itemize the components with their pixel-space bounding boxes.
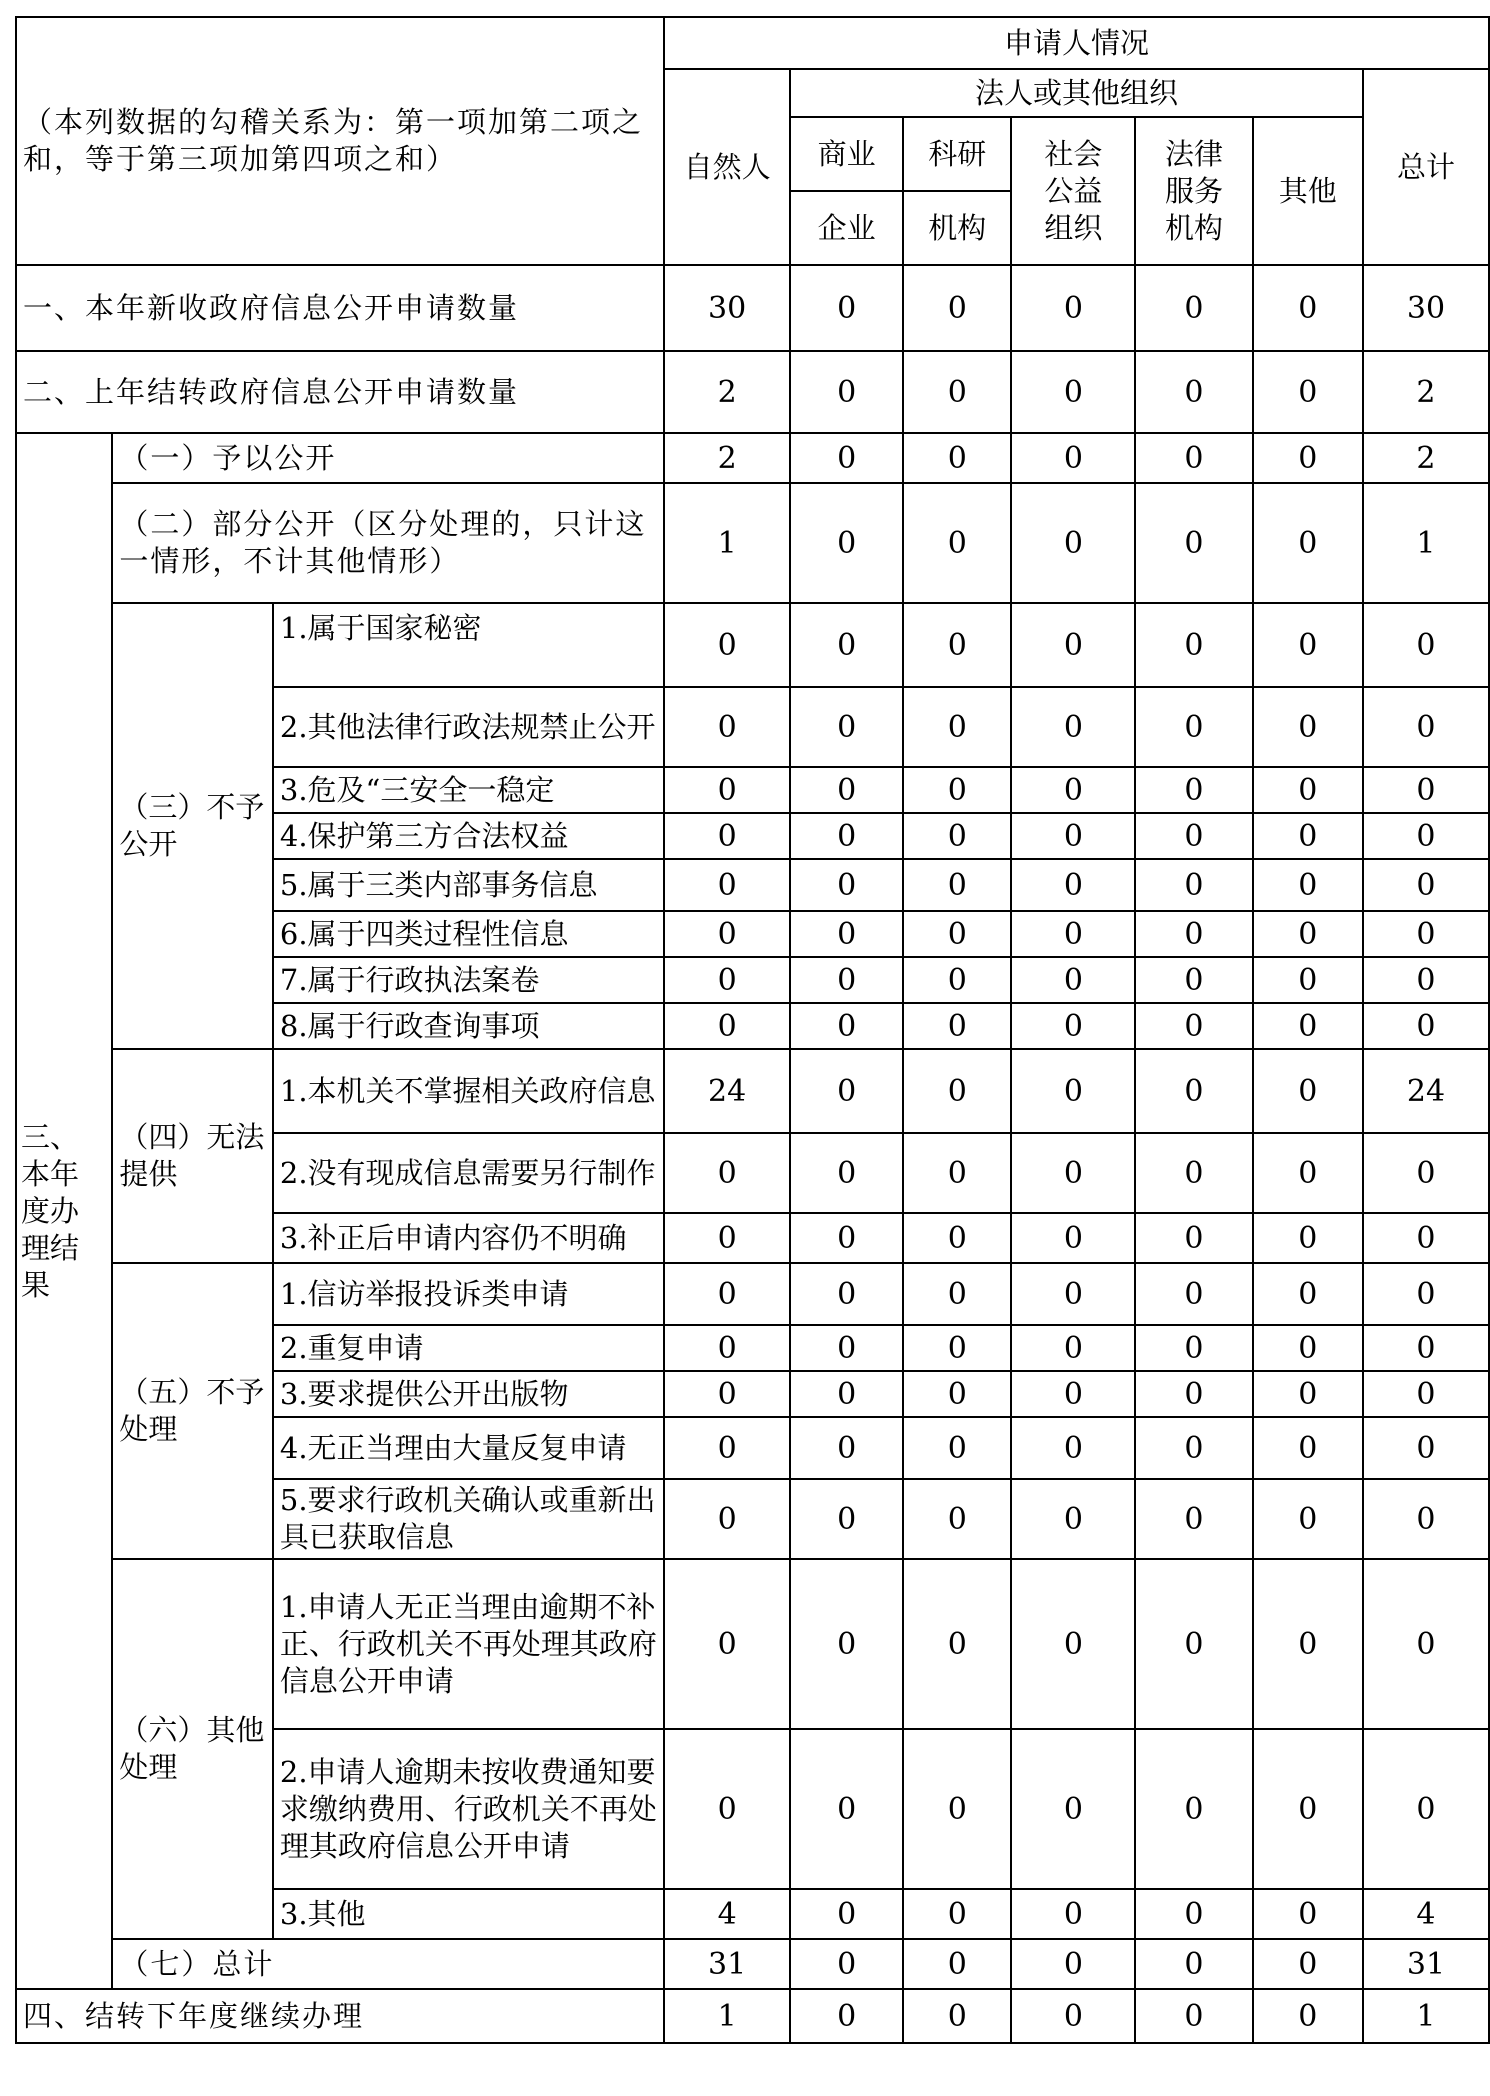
- value-cell: 0: [1135, 265, 1252, 351]
- value-cell: 0: [903, 1213, 1011, 1263]
- value-cell: 24: [1363, 1049, 1489, 1133]
- value-cell: 0: [664, 1003, 790, 1049]
- header-social-org: 社会公益组织: [1011, 117, 1135, 265]
- value-cell: 0: [903, 1263, 1011, 1325]
- value-cell: 0: [1011, 1133, 1135, 1213]
- value-cell: 0: [664, 813, 790, 859]
- value-cell: 31: [1363, 1939, 1489, 1989]
- value-cell: 0: [790, 1263, 903, 1325]
- row-label: 4.无正当理由大量反复申请: [273, 1417, 664, 1479]
- value-cell: 0: [1253, 1263, 1363, 1325]
- value-cell: 0: [790, 687, 903, 767]
- value-cell: 0: [1363, 1729, 1489, 1889]
- value-cell: 0: [903, 1325, 1011, 1371]
- value-cell: 0: [1135, 1479, 1252, 1559]
- group-label-g6: （六）其他处理: [112, 1559, 273, 1939]
- value-cell: 0: [1011, 1559, 1135, 1729]
- value-cell: 0: [1363, 1133, 1489, 1213]
- value-cell: 0: [1253, 767, 1363, 813]
- value-cell: 0: [1011, 1479, 1135, 1559]
- value-cell: 0: [1135, 1371, 1252, 1417]
- value-cell: 0: [790, 1729, 903, 1889]
- value-cell: 0: [1363, 1479, 1489, 1559]
- header-research: [903, 117, 1011, 265]
- value-cell: 0: [790, 265, 903, 351]
- value-cell: 0: [1135, 1049, 1252, 1133]
- value-cell: 0: [1135, 1729, 1252, 1889]
- value-cell: 0: [903, 1417, 1011, 1479]
- value-cell: 0: [664, 1559, 790, 1729]
- value-cell: 0: [1135, 1263, 1252, 1325]
- value-cell: 0: [1135, 1003, 1252, 1049]
- value-cell: 0: [1011, 1371, 1135, 1417]
- value-cell: 0: [903, 859, 1011, 911]
- value-cell: 0: [1363, 1263, 1489, 1325]
- value-cell: 0: [1135, 911, 1252, 957]
- value-cell: 0: [1135, 1325, 1252, 1371]
- value-cell: 0: [903, 483, 1011, 603]
- row-label: 5.属于三类内部事务信息: [273, 859, 664, 911]
- value-cell: 0: [903, 1559, 1011, 1729]
- table-row: [16, 603, 1489, 687]
- value-cell: 0: [903, 1133, 1011, 1213]
- section3-label: 三、本年度办理结果: [16, 433, 112, 1989]
- value-cell: 0: [1135, 1133, 1252, 1213]
- value-cell: 0: [664, 1133, 790, 1213]
- value-cell: 0: [903, 1371, 1011, 1417]
- value-cell: 0: [1253, 1479, 1363, 1559]
- value-cell: 0: [1135, 1889, 1252, 1939]
- value-cell: 0: [903, 1049, 1011, 1133]
- value-cell: 0: [664, 1479, 790, 1559]
- value-cell: 0: [1363, 1003, 1489, 1049]
- value-cell: 0: [903, 1479, 1011, 1559]
- group-label-g5: （五）不予处理: [112, 1263, 273, 1559]
- value-cell: 0: [1011, 1325, 1135, 1371]
- value-cell: 0: [903, 767, 1011, 813]
- row-label: 2.没有现成信息需要另行制作: [273, 1133, 664, 1213]
- value-cell: 0: [903, 1989, 1011, 2043]
- value-cell: 0: [1011, 1889, 1135, 1939]
- value-cell: 4: [1363, 1889, 1489, 1939]
- row-label: 2.重复申请: [273, 1325, 664, 1371]
- value-cell: 0: [1011, 687, 1135, 767]
- value-cell: 0: [1135, 1213, 1252, 1263]
- value-cell: 0: [790, 433, 903, 483]
- value-cell: 0: [790, 911, 903, 957]
- value-cell: 0: [664, 767, 790, 813]
- value-cell: 0: [1363, 767, 1489, 813]
- value-cell: 0: [1135, 433, 1252, 483]
- value-cell: 2: [1363, 433, 1489, 483]
- value-cell: 24: [664, 1049, 790, 1133]
- value-cell: 0: [790, 1889, 903, 1939]
- value-cell: 0: [790, 767, 903, 813]
- value-cell: 0: [664, 911, 790, 957]
- value-cell: 0: [1011, 1417, 1135, 1479]
- value-cell: 0: [1253, 1213, 1363, 1263]
- value-cell: 0: [1135, 1417, 1252, 1479]
- value-cell: 1: [1363, 483, 1489, 603]
- group-label-g4: （四）无法提供: [112, 1049, 273, 1263]
- table-row: [16, 1559, 1489, 1729]
- value-cell: 0: [1253, 1003, 1363, 1049]
- row-label: 一、本年新收政府信息公开申请数量: [16, 265, 664, 351]
- value-cell: 0: [1253, 351, 1363, 433]
- value-cell: 0: [1135, 483, 1252, 603]
- value-cell: 0: [1253, 957, 1363, 1003]
- value-cell: 0: [1011, 1939, 1135, 1989]
- value-cell: 0: [664, 687, 790, 767]
- row-label: 四、结转下年度继续办理: [16, 1989, 664, 2043]
- table-row: [16, 351, 1489, 433]
- value-cell: 0: [790, 603, 903, 687]
- value-cell: 0: [1363, 687, 1489, 767]
- header-research-top: 科研: [904, 118, 1010, 192]
- row-label: 3.要求提供公开出版物: [273, 1371, 664, 1417]
- value-cell: 2: [1363, 351, 1489, 433]
- value-cell: 0: [790, 1003, 903, 1049]
- value-cell: 0: [1253, 813, 1363, 859]
- value-cell: 0: [664, 859, 790, 911]
- value-cell: 0: [664, 603, 790, 687]
- table-row: [16, 265, 1489, 351]
- value-cell: 0: [1011, 859, 1135, 911]
- value-cell: 2: [664, 351, 790, 433]
- row-label: 1.信访举报投诉类申请: [273, 1263, 664, 1325]
- value-cell: 0: [790, 859, 903, 911]
- value-cell: 1: [1363, 1989, 1489, 2043]
- value-cell: 0: [903, 1003, 1011, 1049]
- value-cell: 0: [1011, 957, 1135, 1003]
- value-cell: 0: [1363, 859, 1489, 911]
- value-cell: 0: [1011, 483, 1135, 603]
- row-label: 6.属于四类过程性信息: [273, 911, 664, 957]
- value-cell: 0: [1253, 1371, 1363, 1417]
- header-note: （本列数据的勾稽关系为：第一项加第二项之和，等于第三项加第四项之和）: [16, 17, 664, 265]
- row-label: 8.属于行政查询事项: [273, 1003, 664, 1049]
- header-commercial: [790, 117, 903, 265]
- value-cell: 0: [1135, 603, 1252, 687]
- row-label: （一）予以公开: [112, 433, 664, 483]
- table-row: [16, 1263, 1489, 1325]
- value-cell: 0: [1011, 265, 1135, 351]
- row-label: 二、上年结转政府信息公开申请数量: [16, 351, 664, 433]
- value-cell: 0: [1135, 1989, 1252, 2043]
- value-cell: 0: [664, 1729, 790, 1889]
- row-label: 5.要求行政机关确认或重新出具已获取信息: [273, 1479, 664, 1559]
- value-cell: 0: [664, 957, 790, 1003]
- value-cell: 0: [1011, 1263, 1135, 1325]
- value-cell: 0: [664, 1325, 790, 1371]
- value-cell: 0: [1363, 813, 1489, 859]
- value-cell: 0: [1253, 1417, 1363, 1479]
- value-cell: 0: [903, 265, 1011, 351]
- value-cell: 0: [903, 813, 1011, 859]
- value-cell: 0: [1135, 1559, 1252, 1729]
- value-cell: 0: [903, 687, 1011, 767]
- value-cell: 4: [664, 1889, 790, 1939]
- value-cell: 0: [1363, 1371, 1489, 1417]
- table-row: [16, 433, 1489, 483]
- value-cell: 0: [1011, 433, 1135, 483]
- value-cell: 0: [903, 1729, 1011, 1889]
- value-cell: 0: [1253, 603, 1363, 687]
- value-cell: 0: [1253, 433, 1363, 483]
- value-cell: 0: [1253, 265, 1363, 351]
- value-cell: 0: [1135, 767, 1252, 813]
- value-cell: 0: [903, 911, 1011, 957]
- row-label: 4.保护第三方合法权益: [273, 813, 664, 859]
- value-cell: 0: [1253, 1889, 1363, 1939]
- value-cell: 0: [790, 1417, 903, 1479]
- value-cell: 0: [1011, 1213, 1135, 1263]
- row-label: 1.属于国家秘密: [273, 603, 664, 687]
- value-cell: 0: [790, 1479, 903, 1559]
- value-cell: 0: [1135, 1939, 1252, 1989]
- value-cell: 2: [664, 433, 790, 483]
- row-label: 1.本机关不掌握相关政府信息: [273, 1049, 664, 1133]
- header-other: 其他: [1253, 117, 1363, 265]
- value-cell: 0: [1011, 813, 1135, 859]
- value-cell: 0: [1011, 767, 1135, 813]
- header-total: 总计: [1363, 69, 1489, 265]
- disclosure-table: [15, 16, 1490, 2044]
- value-cell: 0: [903, 957, 1011, 1003]
- value-cell: 0: [1011, 911, 1135, 957]
- value-cell: 0: [1363, 957, 1489, 1003]
- header-law-org: 法律服务机构: [1135, 117, 1252, 265]
- value-cell: 0: [1011, 1729, 1135, 1889]
- value-cell: 0: [1363, 1559, 1489, 1729]
- value-cell: 0: [1011, 1989, 1135, 2043]
- table-row: [16, 1989, 1489, 2043]
- value-cell: 0: [903, 433, 1011, 483]
- value-cell: 0: [790, 1133, 903, 1213]
- value-cell: 0: [1253, 687, 1363, 767]
- value-cell: 0: [1253, 1989, 1363, 2043]
- value-cell: 0: [790, 1325, 903, 1371]
- value-cell: 0: [664, 1263, 790, 1325]
- header-commercial-bottom: 企业: [817, 211, 876, 245]
- value-cell: 0: [1135, 859, 1252, 911]
- row-label: 1.申请人无正当理由逾期不补正、行政机关不再处理其政府信息公开申请: [273, 1559, 664, 1729]
- row-label: 3.危及“三安全一稳定: [273, 767, 664, 813]
- value-cell: 0: [1011, 603, 1135, 687]
- value-cell: 0: [790, 957, 903, 1003]
- value-cell: 0: [1253, 1559, 1363, 1729]
- value-cell: 0: [1363, 1417, 1489, 1479]
- value-cell: 0: [1253, 1049, 1363, 1133]
- header-legal-entity: 法人或其他组织: [790, 69, 1363, 117]
- value-cell: 0: [1135, 813, 1252, 859]
- value-cell: 0: [1253, 483, 1363, 603]
- value-cell: 0: [1253, 911, 1363, 957]
- table-row: [16, 1049, 1489, 1133]
- value-cell: 0: [1363, 1213, 1489, 1263]
- value-cell: 31: [664, 1939, 790, 1989]
- value-cell: 0: [1253, 1939, 1363, 1989]
- header-research-bottom: 机构: [928, 211, 987, 245]
- header-natural-person: 自然人: [664, 69, 790, 265]
- row-label: 2.其他法律行政法规禁止公开: [273, 687, 664, 767]
- value-cell: 0: [1253, 1325, 1363, 1371]
- row-label: 3.其他: [273, 1889, 664, 1939]
- value-cell: 0: [903, 351, 1011, 433]
- row-label: （七）总计: [112, 1939, 664, 1989]
- value-cell: 0: [903, 1939, 1011, 1989]
- value-cell: 0: [1253, 1729, 1363, 1889]
- value-cell: 0: [664, 1213, 790, 1263]
- header-applicant: 申请人情况: [664, 17, 1489, 69]
- value-cell: 0: [1253, 1133, 1363, 1213]
- value-cell: 1: [664, 483, 790, 603]
- value-cell: 0: [1011, 1049, 1135, 1133]
- value-cell: 0: [790, 483, 903, 603]
- table-row: [16, 483, 1489, 603]
- value-cell: 0: [790, 1371, 903, 1417]
- value-cell: 0: [903, 603, 1011, 687]
- value-cell: 30: [664, 265, 790, 351]
- value-cell: 0: [1011, 1003, 1135, 1049]
- value-cell: 0: [790, 1939, 903, 1989]
- group-label-g3: （三）不予公开: [112, 603, 273, 1049]
- value-cell: 0: [1135, 957, 1252, 1003]
- value-cell: 0: [790, 1559, 903, 1729]
- table-row: [16, 1939, 1489, 1989]
- value-cell: 0: [1135, 351, 1252, 433]
- value-cell: 0: [1253, 859, 1363, 911]
- value-cell: 0: [1011, 351, 1135, 433]
- row-label: 2.申请人逾期未按收费通知要求缴纳费用、行政机关不再处理其政府信息公开申请: [273, 1729, 664, 1889]
- value-cell: 0: [1363, 911, 1489, 957]
- value-cell: 0: [790, 351, 903, 433]
- row-label: 3.补正后申请内容仍不明确: [273, 1213, 664, 1263]
- value-cell: 0: [790, 813, 903, 859]
- value-cell: 0: [790, 1989, 903, 2043]
- value-cell: 0: [1135, 687, 1252, 767]
- value-cell: 0: [1363, 603, 1489, 687]
- value-cell: 0: [664, 1417, 790, 1479]
- header-commercial-top: 商业: [791, 118, 902, 192]
- value-cell: 0: [903, 1889, 1011, 1939]
- value-cell: 0: [790, 1213, 903, 1263]
- value-cell: 1: [664, 1989, 790, 2043]
- value-cell: 0: [1363, 1325, 1489, 1371]
- value-cell: 0: [664, 1371, 790, 1417]
- value-cell: 0: [790, 1049, 903, 1133]
- value-cell: 30: [1363, 265, 1489, 351]
- row-label: 7.属于行政执法案卷: [273, 957, 664, 1003]
- row-label: （二）部分公开（区分处理的，只计这一情形，不计其他情形）: [112, 483, 664, 603]
